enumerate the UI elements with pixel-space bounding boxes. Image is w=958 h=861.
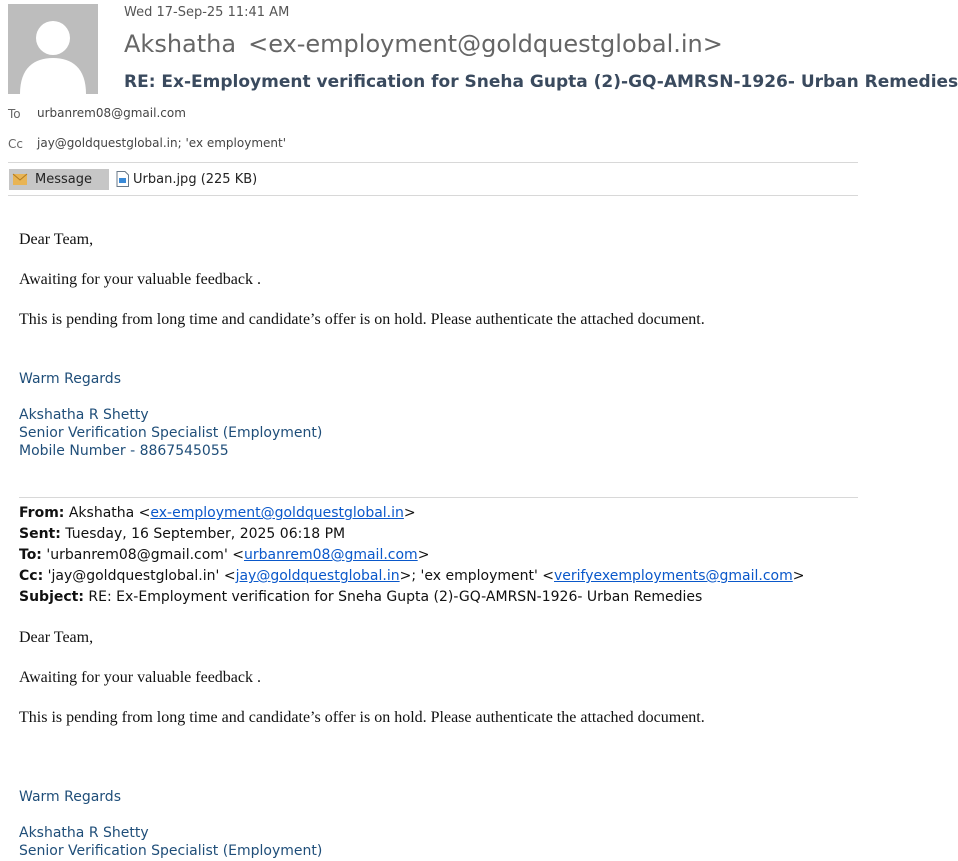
- cc-recipients[interactable]: jay@goldquestglobal.in; 'ex employment': [37, 136, 287, 150]
- to-label: To: [8, 107, 21, 121]
- quoted-sent-label: Sent:: [19, 526, 61, 542]
- quoted-to-end: >: [417, 547, 430, 563]
- sender-address[interactable]: <ex-employment@goldquestglobal.in>: [248, 30, 723, 58]
- divider: [8, 162, 858, 163]
- attachment-urban-jpg[interactable]: [116, 171, 257, 187]
- to-recipients[interactable]: urbanrem08@gmail.com: [37, 106, 186, 120]
- quoted-subject-label: Subject:: [19, 589, 84, 605]
- signature-regards: Warm Regards: [19, 789, 121, 805]
- body-line: This is pending from long time and candidate’s offer is on hold. Please authenticate the attached document.: [19, 311, 705, 328]
- quoted-cc-separator: >; 'ex employment' <: [399, 568, 554, 584]
- quoted-sent-value: Tuesday, 16 September, 2025 06:18 PM: [65, 526, 346, 542]
- signature-title: Senior Verification Specialist (Employment): [19, 425, 323, 441]
- avatar: [8, 4, 98, 94]
- quoted-cc-link[interactable]: jay@goldquestglobal.in: [235, 568, 400, 584]
- quoted-sent: [19, 526, 345, 542]
- signature-mobile: Mobile Number - 8867545055: [19, 443, 229, 459]
- cc-label: Cc: [8, 137, 23, 151]
- greeting: Dear Team,: [19, 629, 94, 646]
- person-icon: [8, 4, 98, 94]
- divider: [8, 195, 858, 196]
- sender: [124, 30, 723, 58]
- body-line: This is pending from long time and candidate’s offer is on hold. Please authenticate the attached document.: [19, 709, 705, 726]
- quoted-from: [19, 505, 416, 521]
- quoted-to-link[interactable]: urbanrem08@gmail.com: [243, 547, 418, 563]
- quoted-cc-end: >: [792, 568, 805, 584]
- quoted-cc-link[interactable]: verifyexemployments@gmail.com: [554, 568, 793, 584]
- quoted-subject-value: RE: Ex-Employment verification for Sneha Gupta (2)-GQ-AMRSN-1926- Urban Remedies: [88, 589, 703, 605]
- quoted-to-label: To:: [19, 547, 42, 563]
- sender-name: Akshatha: [124, 30, 237, 58]
- body-line: Awaiting for your valuable feedback .: [19, 669, 261, 686]
- quoted-from-end: >: [403, 505, 416, 521]
- tab-message-label: Message: [35, 172, 92, 187]
- quoted-cc: [19, 568, 805, 584]
- divider: [19, 497, 858, 498]
- quoted-to: [19, 547, 429, 563]
- tab-message[interactable]: [9, 169, 109, 190]
- body-line: Awaiting for your valuable feedback .: [19, 271, 261, 288]
- quoted-subject: [19, 589, 702, 605]
- envelope-icon: [13, 174, 27, 185]
- signature-title: Senior Verification Specialist (Employment): [19, 843, 323, 859]
- attachment-label: Urban.jpg (225 KB): [133, 171, 258, 187]
- quoted-from-label: From:: [19, 505, 65, 521]
- email-subject: RE: Ex-Employment verification for Sneha Gupta (2)-GQ-AMRSN-1926- Urban Remedies: [124, 72, 958, 92]
- email-header: [0, 0, 958, 200]
- quoted-from-link[interactable]: ex-employment@goldquestglobal.in: [150, 505, 404, 521]
- quoted-from-name: Akshatha <: [68, 505, 151, 521]
- quoted-cc-name: 'jay@goldquestglobal.in' <: [47, 568, 236, 584]
- greeting: Dear Team,: [19, 231, 94, 248]
- image-file-icon: [116, 171, 129, 187]
- signature-name: Akshatha R Shetty: [19, 407, 149, 423]
- quoted-to-name: 'urbanrem08@gmail.com' <: [46, 547, 244, 563]
- signature-name: Akshatha R Shetty: [19, 825, 149, 841]
- sent-datetime: Wed 17-Sep-25 11:41 AM: [124, 5, 290, 20]
- quoted-cc-label: Cc:: [19, 568, 44, 584]
- signature-regards: Warm Regards: [19, 371, 121, 387]
